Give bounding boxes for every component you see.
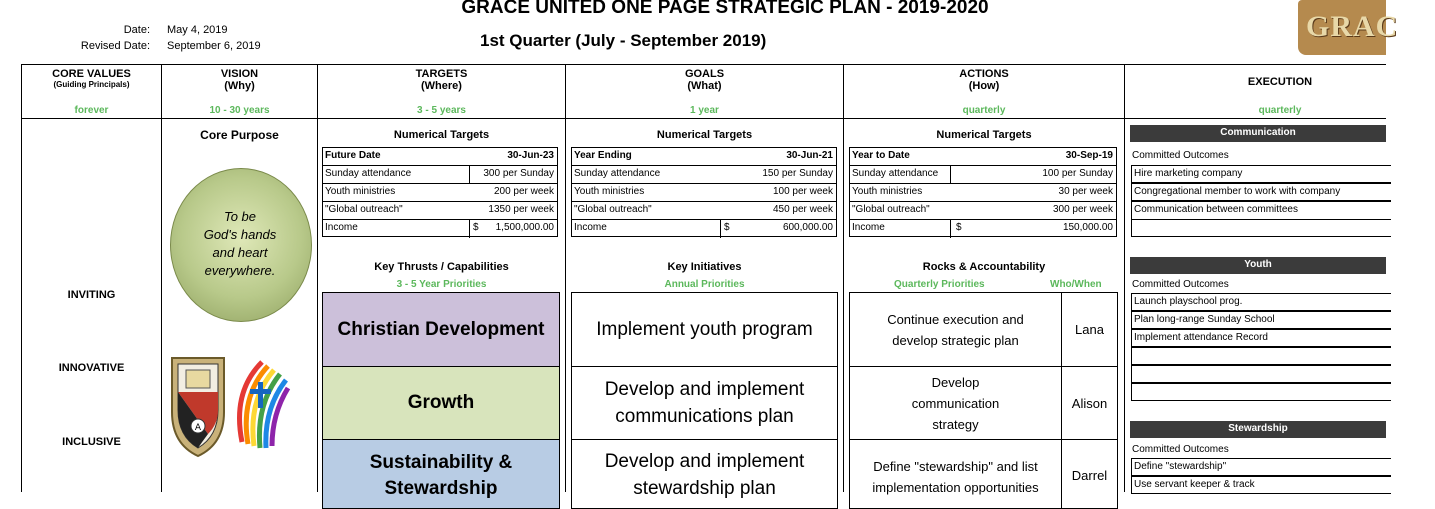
goals-term: 1 year: [690, 105, 719, 116]
execution-communication-item: Communication between committees: [1131, 201, 1391, 219]
header-targets: TARGETS (Where): [415, 68, 468, 92]
execution-youth-item: Launch playschool prog.: [1131, 293, 1391, 311]
rock-owner-darrel: Darrel: [1061, 439, 1118, 509]
execution-youth-item: Plan long-range Sunday School: [1131, 311, 1391, 329]
initiative-communications-plan: Develop and implement communications plan: [571, 366, 838, 440]
execution-communication-outcomes-label: Committed Outcomes: [1132, 150, 1229, 161]
core-value-inclusive: INCLUSIVE: [62, 436, 121, 448]
date-value: May 4, 2019: [167, 24, 228, 36]
execution-communication-item: Hire marketing company: [1131, 165, 1391, 183]
execution-youth-outcomes-label: Committed Outcomes: [1132, 279, 1229, 290]
actions-term: quarterly: [962, 105, 1006, 116]
rock-owner-lana: Lana: [1061, 292, 1118, 367]
vision-term: 10 - 30 years: [209, 105, 270, 116]
actions-numerical-heading: Numerical Targets: [936, 129, 1032, 141]
core-values-term: forever: [74, 105, 109, 116]
rocks-heading: Rocks & Accountability: [922, 261, 1046, 273]
actions-numerical-table: Year to Date 30-Sep-19 Sunday attendance 100 per Sunday Youth ministries 30 per week "Global outreach" 300 per week Income $ 150,000.00: [849, 147, 1117, 237]
key-initiatives-heading: Key Initiatives: [667, 261, 742, 273]
initiative-stewardship-plan: Develop and implement stewardship plan: [571, 439, 838, 509]
header-vision: VISION (Why): [220, 68, 259, 92]
thrust-growth: Growth: [322, 366, 560, 440]
initiative-youth-program: Implement youth program: [571, 292, 838, 367]
execution-stewardship-item: Define "stewardship": [1131, 458, 1391, 476]
header-execution: EXECUTION: [1247, 76, 1313, 88]
rock-strategic-plan: Continue execution and develop strategic plan: [849, 292, 1062, 367]
core-purpose-label: Core Purpose: [200, 128, 279, 142]
svg-text:A: A: [194, 423, 202, 433]
core-value-innovative: INNOVATIVE: [58, 362, 125, 374]
united-church-crest-icon: [168, 352, 228, 458]
execution-stewardship-header: Stewardship: [1130, 421, 1386, 438]
execution-youth-header: Youth: [1130, 257, 1386, 274]
header-actions: ACTIONS (How): [959, 68, 1009, 92]
goals-numerical-table: Year Ending 30-Jun-21 Sunday attendance 150 per Sunday Youth ministries 100 per week "Global outreach" 450 per week Income $ 600,000.00: [571, 147, 837, 237]
logo-text: GRAC: [1306, 10, 1399, 43]
execution-stewardship-item: Use servant keeper & track: [1131, 476, 1391, 494]
rock-define-stewardship: Define "stewardship" and list implementation opportunities: [849, 439, 1062, 509]
date-label: Date:: [123, 24, 150, 36]
key-thrusts-heading: Key Thrusts / Capabilities: [374, 261, 509, 273]
who-when-label: Who/When: [1050, 279, 1102, 290]
execution-communication-item: [1131, 219, 1391, 237]
targets-numerical-table: Future Date 30-Jun-23 Sunday attendance 300 per Sunday Youth ministries 200 per week "Global outreach" 1350 per week Income $ 1,500,000.00: [322, 147, 558, 237]
church-logo: [1298, 0, 1399, 55]
revised-date-value: September 6, 2019: [167, 40, 261, 52]
core-value-inviting: INVITING: [67, 289, 116, 301]
execution-youth-item: [1131, 365, 1391, 383]
execution-stewardship-outcomes-label: Committed Outcomes: [1132, 444, 1229, 455]
rock-communication-strategy: Develop communication strategy: [849, 366, 1062, 440]
targets-numerical-heading: Numerical Targets: [393, 129, 490, 141]
revised-date-label: Revised Date:: [80, 40, 150, 52]
thrust-christian-development: Christian Development: [322, 292, 560, 367]
execution-term: quarterly: [1258, 105, 1302, 116]
thrust-sustainability: Sustainability & Stewardship: [322, 439, 560, 509]
targets-term: 3 - 5 years: [417, 105, 466, 116]
affirm-rainbow-cross-icon: [232, 352, 290, 452]
rock-owner-alison: Alison: [1061, 366, 1118, 440]
header-goals: GOALS (What): [684, 68, 725, 92]
page-subtitle: 1st Quarter (July - September 2019): [480, 31, 767, 50]
rocks-sub: Quarterly Priorities: [894, 279, 985, 290]
execution-communication-item: Congregational member to work with company: [1131, 183, 1391, 201]
core-purpose-text: To be God's hands and heart everywhere.: [203, 209, 277, 278]
page-title: GRACE UNITED ONE PAGE STRATEGIC PLAN - 2019-2020: [461, 0, 989, 18]
key-initiatives-sub: Annual Priorities: [664, 279, 745, 290]
goals-numerical-heading: Numerical Targets: [656, 129, 753, 141]
header-core-values: CORE VALUES (Guiding Principals): [52, 68, 131, 89]
execution-youth-item: [1131, 383, 1391, 401]
execution-communication-header: Communication: [1130, 125, 1386, 142]
execution-youth-item: Implement attendance Record: [1131, 329, 1391, 347]
execution-youth-item: [1131, 347, 1391, 365]
key-thrusts-sub: 3 - 5 Year Priorities: [396, 279, 487, 290]
